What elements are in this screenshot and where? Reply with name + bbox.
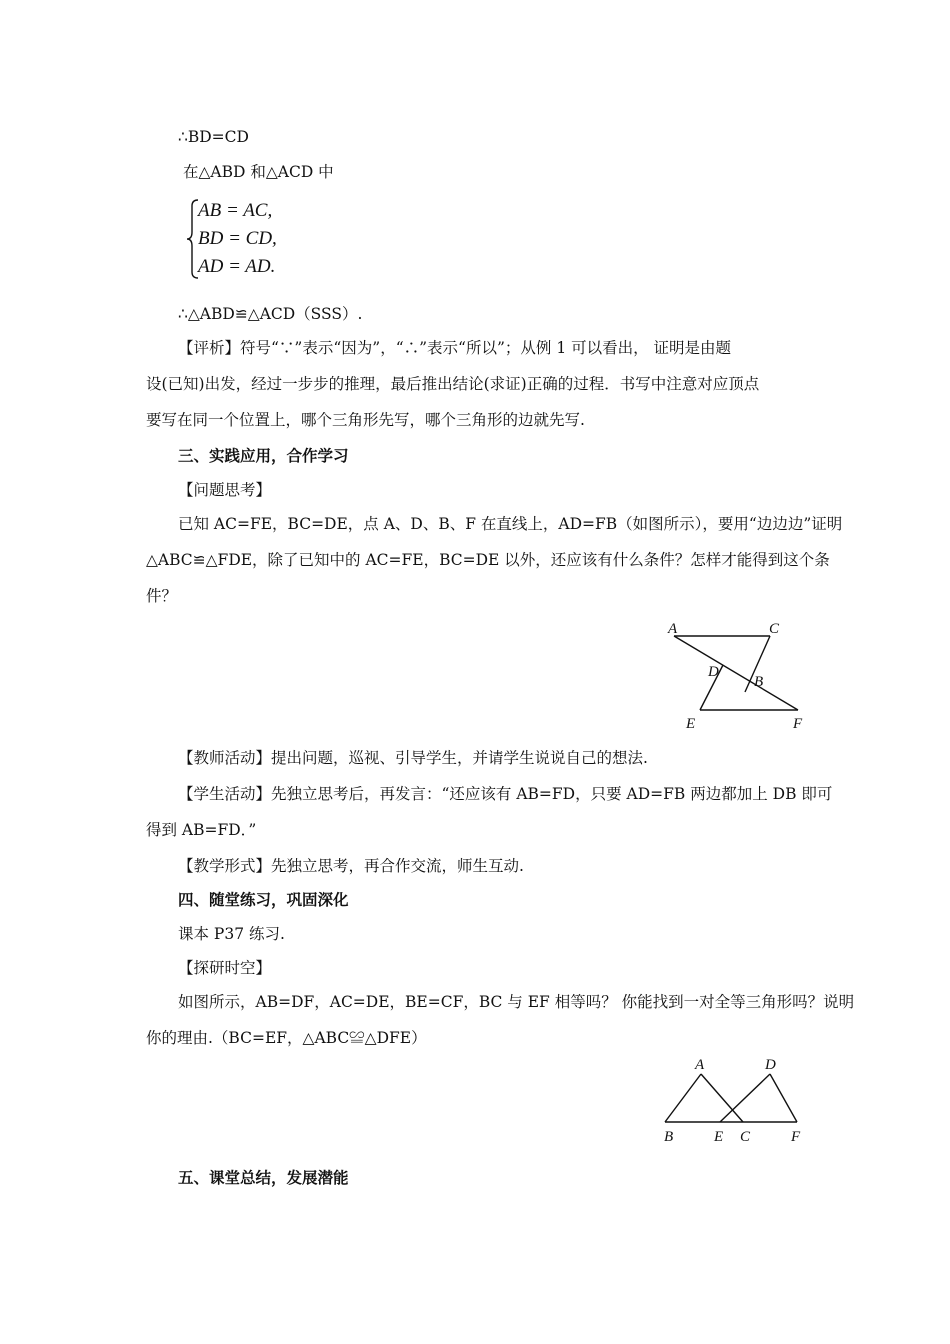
text-line: 【探研时空】 <box>178 959 272 977</box>
label-f: F <box>793 716 803 732</box>
label-c: C <box>769 621 780 637</box>
text-line: ∴BD=CD <box>178 128 249 146</box>
segment-af <box>674 636 798 710</box>
text-line: 得到 AB=FD．” <box>146 821 257 839</box>
text-line: 如图所示，AB=DF，AC=DE，BE=CF，BC 与 EF 相等吗？ 你能找到一对全等三角形吗？说明 <box>178 993 855 1011</box>
equation-system <box>186 198 306 280</box>
label-c: C <box>740 1129 751 1145</box>
text-line: 件？ <box>146 587 178 605</box>
label-b: B <box>664 1129 674 1145</box>
equation-line: AD = AD. <box>198 256 276 277</box>
text-line: 课本 P37 练习. <box>178 925 285 943</box>
equation-line: AB = AC, <box>198 200 273 221</box>
segment-df <box>770 1074 797 1122</box>
figure-triangles-abc-dfe <box>660 1052 810 1148</box>
label-d: D <box>765 1057 776 1073</box>
label-b: B <box>754 674 764 690</box>
text-line: 要写在同一个位置上，哪个三角形先写，哪个三角形的边就先写. <box>146 411 585 429</box>
label-a: A <box>695 1057 705 1073</box>
text-line: 你的理由.（BC=EF，△ABC≌△DFE） <box>146 1029 427 1047</box>
text-line: 【问题思考】 <box>178 481 272 499</box>
text-line: 在△ABD 和△ACD 中 <box>183 163 334 181</box>
text-line: 【评析】符号“∵”表示“因为”，“∴”表示“所以”；从例 1 可以看出， 证明是由题 <box>178 339 732 357</box>
label-e: E <box>714 1129 724 1145</box>
section-heading: 三、实践应用，合作学习 <box>178 446 349 465</box>
text-line: △ABC≌△FDE，除了已知中的 AC=FE，BC=DE 以外，还应该有什么条件？怎样才能得到这个条 <box>146 551 830 569</box>
segment-de <box>720 1074 770 1122</box>
section-heading: 五、课堂总结，发展潜能 <box>178 1168 349 1187</box>
text-line: 【教师活动】提出问题，巡视、引导学生，并请学生说说自己的想法. <box>178 749 648 767</box>
label-a: A <box>668 621 678 637</box>
segment-ab <box>665 1074 701 1122</box>
section-heading: 四、随堂练习，巩固深化 <box>178 890 349 909</box>
text-line: 【教学形式】先独立思考，再合作交流，师生互动. <box>178 857 524 875</box>
label-e: E <box>686 716 696 732</box>
figure-triangles-abc-fde <box>662 616 812 736</box>
text-line: 【学生活动】先独立思考后，再发言：“还应该有 AB=FD，只要 AD=FB 两边都加上 DB 即可 <box>178 785 833 803</box>
text-line: ∴△ABD≌△ACD（SSS）. <box>178 305 363 323</box>
text-line: 已知 AC=FE，BC=DE，点 A、D、B、F 在直线上，AD=FB（如图所示），要用“边边边”证明 <box>178 515 843 533</box>
segment-ac <box>701 1074 743 1122</box>
label-f: F <box>791 1129 801 1145</box>
label-d: D <box>708 664 719 680</box>
equation-line: BD = CD, <box>198 228 277 249</box>
text-line: 设(已知)出发，经过一步步的推理，最后推出结论(求证)正确的过程．书写中注意对应顶点 <box>146 375 760 393</box>
